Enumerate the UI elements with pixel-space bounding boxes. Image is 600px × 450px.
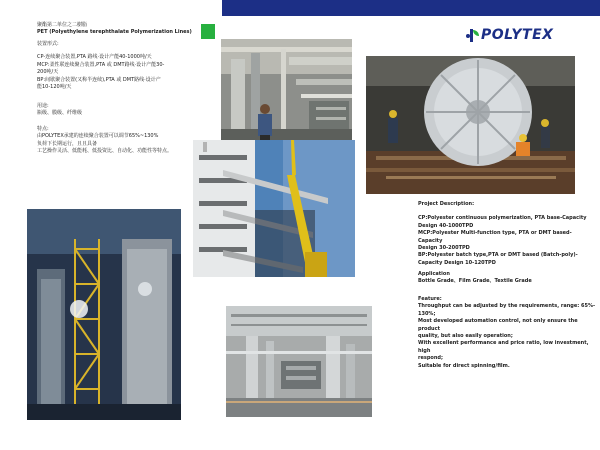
feature-line: Throughput can be adjusted by the requirements, range: 65%- [418,303,596,310]
right-description-section [418,201,596,267]
description-line: BP:Polyester batch type,PTA or DMT based (Batch-poly)- [418,252,578,259]
feature-line: quality, but also easily operation; [418,333,513,340]
photo-crane-building [193,140,355,277]
application-line: Bottle Grade、Film Grade、Textile Grade [418,278,532,285]
description-line: Design 30-200TPD [418,245,470,252]
feature-line: 负荷下长期运行，且且具备 [37,140,98,147]
description-line: Design 40-1000TPD [418,222,474,229]
photo-plant-tower [27,209,181,420]
heading-feature: Feature: [418,296,442,302]
polytex-logo [466,24,553,46]
photo-reactor-vessel [366,56,575,194]
feature-line: 130%; [418,310,436,317]
heading-use-cn: 用途: [37,103,49,109]
logo-leaf-icon [466,29,479,42]
photo-plant-interior [226,306,372,417]
form-line: 200吨/天 [37,69,59,76]
form-line: 能10-120吨/天 [37,84,72,91]
left-form-section [37,41,212,91]
feature-line: Suitable for direct spinning/film. [418,362,510,369]
right-application-section [418,271,596,286]
header-band [222,0,600,16]
title-cn: 聚酯第二单位之二樹脂 [37,22,88,28]
description-line: Capacity Design 10-120TPD [418,259,496,266]
feature-line: With excellent performance and price ratio, low investment, high [418,340,589,354]
feature-line: 由POLYTEX承建的连续聚合装置可以调节65%~130% [37,133,159,140]
right-feature-section [418,296,596,370]
left-feature-section [37,126,217,156]
feature-line: 工艺操作灵活、低能耗、低投资比、自动化、功能性等特点。 [37,148,173,155]
logo-text: POLYTEX [481,27,554,43]
use-line: 瓶级、膜级、纤维级 [37,110,83,117]
description-line: MCP:Polyester Multi-function type, PTA or DMT based-Capacity [418,230,572,244]
form-line: CP-连续聚合装置,PTA 路线·设计产能40-1000吨/天 [37,54,152,61]
heading-form-cn: 装置形式: [37,41,59,47]
left-text-block [37,22,207,37]
heading-feature-cn: 特点: [37,126,49,132]
heading-description: Project Description: [418,201,475,207]
left-use-section [37,103,212,118]
feature-line: respond; [418,355,443,362]
form-line: MCP:柔性联连续聚合装置,PTA 或 DMT路线·设计产能30- [37,61,165,68]
feature-line: Most developed automation control, not only ensure the product [418,318,578,332]
photo-plant-worker [221,39,352,144]
heading-application: Application [418,271,450,277]
description-line: CP:Polyester continuous polymerization, PTA base-Capacity [418,215,587,222]
title-en: PET (Polyethylene terephthalate Polymerization Lines) [37,29,192,36]
form-line: BP:间歇聚合装置(又称半连续),PTA 或 DMT路线·设计产 [37,76,161,83]
